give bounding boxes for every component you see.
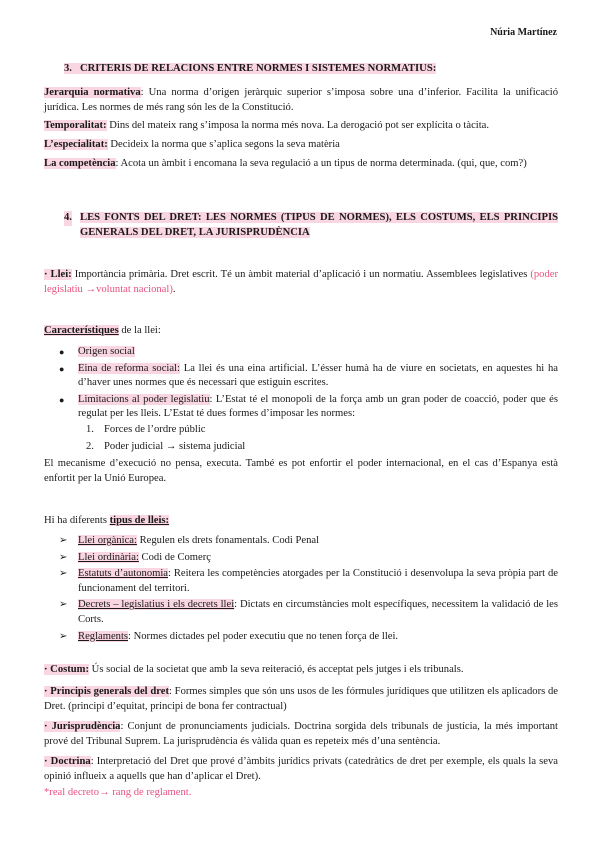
costum-text: Ús social de la societat que amb la seva reiteració, és acceptat pels jutges i els tribunals. (89, 664, 464, 675)
caracteristiques-term: Característiques (44, 325, 119, 336)
llei-paragraph (44, 268, 558, 297)
list-item (44, 393, 558, 454)
principis-term: · Principis generals del dret (44, 686, 169, 697)
arrowhead-icon: ➢ (59, 535, 68, 546)
doctrina-paragraph (44, 755, 558, 784)
item-text: Regulen els drets fonamentals. Codi Penal (136, 535, 320, 546)
section-4-title: LES FONTS DEL DRET: LES NORMES (TIPUS DE NORMES), ELS COSTUMS, ELS PRINCIPIS GENERALS DEL DRET, LA JURISPRUDÈNCIA (80, 212, 558, 238)
criteri-temporalitat (44, 119, 558, 134)
section-4-number: 4. (64, 211, 72, 226)
footnote: *real decreto→ rang de reglament. (44, 787, 192, 798)
criteri-term: L’especialitat: (44, 139, 108, 150)
list-item (44, 362, 558, 391)
principis-text: : Formes simples que són uns usos de les fórmules jurídiques que utilitzen els aplicadors de Dret. (principi d’equitat, principi de bona fer contractual) (44, 686, 558, 712)
author-name: Núria Martínez (490, 27, 557, 38)
item-highlight: Estatuts d’autonomia (78, 568, 168, 580)
criteri-text: Dins del mateix rang s’imposa la norma més nova. La derogació pot ser explícita o tàcita. (106, 120, 490, 131)
item-text: : Dictats en circumstàncies molt específiques, necessitem la validació de les Corts. (78, 599, 558, 625)
item-text: : Reitera les competències atorgades per la Constitució i desenvolupa la seva pròpia part de funcionament del territori. (78, 568, 558, 594)
criteri-especialitat (44, 138, 558, 153)
section-3-heading (64, 62, 436, 77)
list-item (78, 423, 558, 438)
llei-term: · Llei: (44, 269, 72, 280)
list-item (78, 440, 558, 455)
bullet-icon: ● (59, 394, 65, 405)
criteri-term: Jerarquia normativa (44, 87, 141, 98)
costum-paragraph (44, 663, 558, 678)
list-item (44, 551, 558, 566)
item-highlight: Llei ordinària: (78, 551, 139, 563)
tipus-intro-text: Hi ha diferents (44, 515, 110, 526)
item-highlight: Origen social (78, 346, 135, 357)
item-highlight: Decrets – legislatius i els decrets llei (78, 599, 235, 611)
llei-note: (poder legislatiu →voluntat nacional) (44, 269, 558, 295)
llei-text: Importància primària. Dret escrit. Té un àmbit material d’aplicació i un normatiu. Assemblees legislatives (71, 269, 531, 280)
criteri-term: La competència (44, 158, 116, 169)
jurisprudencia-text: : Conjunt de pronunciaments judicials. Doctrina sorgida dels tribunals de justícia, la més important prové del Tribunal Suprem. La jurisprudència és vàlida quan es repeteix més d’una sentència. (44, 721, 558, 747)
list-item (44, 345, 558, 360)
item-text: La llei és una eina artificial. L’ésser humà ha de viure en societats, en aquestes hi ha d’haver unes normes que és necessari que estiguin escrites. (78, 362, 558, 389)
bullet-icon: ● (59, 347, 65, 357)
section-3-number: 3. (64, 63, 72, 74)
principis-paragraph (44, 685, 558, 714)
caracteristiques-list (44, 345, 558, 456)
tipus-list (44, 534, 558, 646)
imposar-normes-list (78, 423, 558, 454)
list-item (44, 567, 558, 596)
doctrina-text: : Interpretació del Dret que prové d’àmbits jurídics privats (catedràtics de dret per exemple, els quals la seva opinió influeix a aquells que han d’aplicar el Dret). (44, 756, 558, 782)
item-highlight: Eina de reforma social: (78, 362, 180, 374)
list-item (44, 630, 558, 645)
item-text: Codi de Comerç (138, 551, 211, 563)
criteri-text: : Una norma d’origen jeràrquic superior s’imposa sobre una d’inferior. Facilita la unificació jurídica. Les normes de més rang són les de la Constitució. (44, 87, 558, 113)
item-text: Poder judicial → sistema judicial (104, 440, 246, 452)
list-item (44, 598, 558, 627)
list-number: 2. (86, 440, 94, 452)
item-text: : L’Estat té el monopoli de la força amb un gran poder de coacció, poder que és regulat per les lleis. L’Estat té dues formes d’imposar les normes: (78, 393, 559, 420)
section-3-title: CRITERIS DE RELACIONS ENTRE NORMES I SISTEMES NORMATIUS: (80, 63, 437, 74)
llei-end: . (172, 283, 176, 295)
arrowhead-icon: ➢ (59, 630, 68, 642)
criteri-competencia (44, 157, 558, 172)
doctrina-term: · Doctrina (44, 756, 91, 767)
tipus-term: tipus de lleis: (109, 515, 170, 526)
arrowhead-icon: ➢ (59, 568, 68, 580)
section-4-heading (64, 211, 558, 240)
costum-term: · Costum: (44, 664, 90, 675)
criteri-text: Decideix la norma que s’aplica segons la seva matèria (107, 139, 340, 150)
tipus-intro (44, 514, 558, 529)
arrowhead-icon: ➢ (59, 551, 68, 563)
criteri-jerarquia (44, 86, 558, 115)
jurisprudencia-paragraph (44, 720, 558, 749)
caracteristiques-rest: de la llei: (118, 325, 161, 336)
arrowhead-icon: ➢ (59, 599, 68, 611)
criteri-text: : Acota un àmbit i encomana la seva regulació a un tipus de norma determinada. (qui, que, com?) (115, 158, 527, 169)
jurisprudencia-term: · Jurisprudència (44, 721, 121, 732)
item-highlight: Llei orgànica: (78, 535, 137, 546)
item-highlight: Reglaments (78, 630, 129, 642)
bullet-icon: ● (59, 363, 65, 374)
list-number: 1. (86, 423, 94, 435)
item-text: : Normes dictades pel poder executiu que no tenen força de llei. (128, 630, 399, 642)
caracteristiques-intro (44, 324, 558, 339)
mecanisme-paragraph: El mecanisme d’execució no pensa, executa. També es pot enfortir el poder internacional, en el cas d’Espanya està enfortit per la Unió Europea. (44, 458, 558, 484)
item-highlight: Limitacions al poder legislatiu (78, 393, 210, 405)
criteri-term: Temporalitat: (44, 120, 107, 131)
item-text: Forces de l’ordre públic (104, 423, 206, 435)
list-item (44, 534, 558, 549)
